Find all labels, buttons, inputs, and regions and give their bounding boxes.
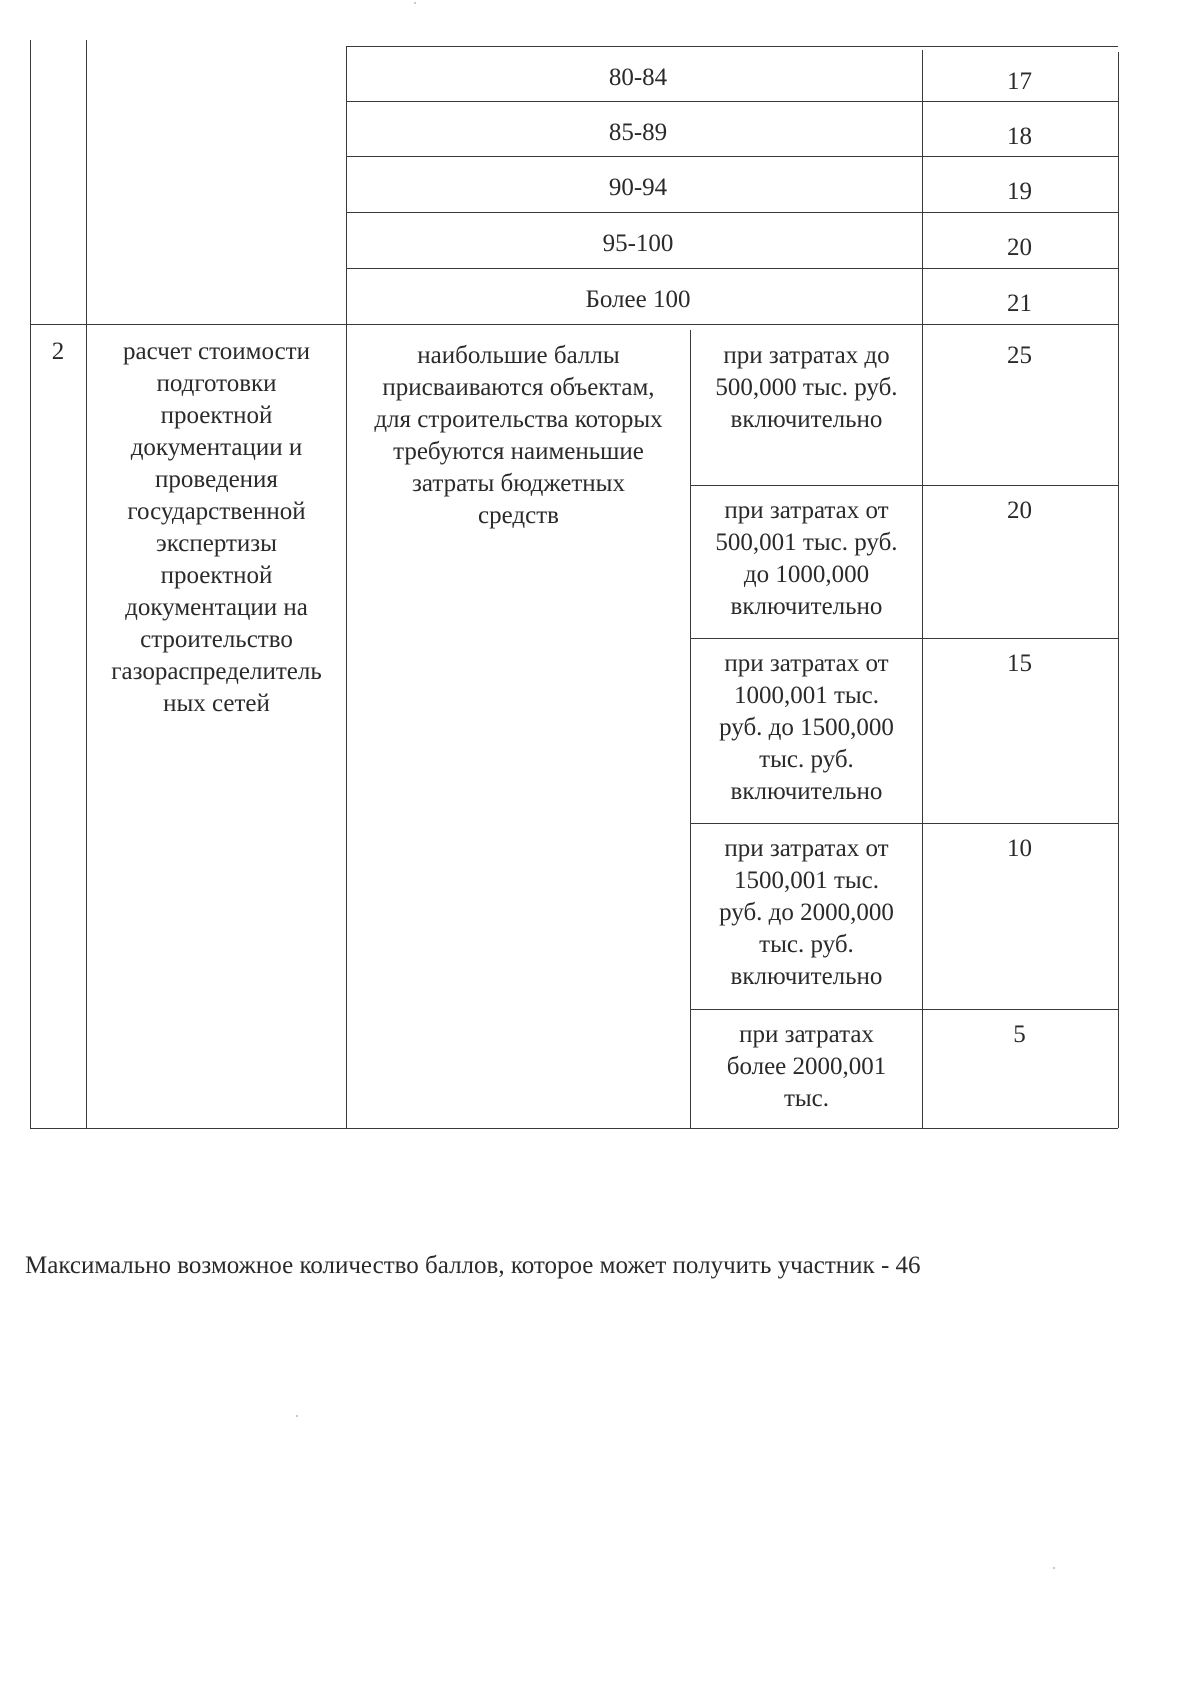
condition-cell [691,340,922,436]
range-cell: 85-89 [608,119,668,146]
table-border-bottom [30,1128,1118,1129]
table-rule [346,46,1118,47]
criterion-line: документации и [130,434,303,461]
criterion-line: строительство [140,626,293,653]
scan-speck [414,2,416,4]
rule-line: средств [478,502,559,529]
condition-line: при затратах до [723,342,890,369]
range-cell: 90-94 [608,174,668,201]
condition-line: тыс. руб. [759,746,854,773]
range-cell: 80-84 [608,64,668,91]
criterion-line: экспертизы [156,530,277,557]
criterion-line: государственной [127,498,306,525]
score-cell: 19 [1007,178,1032,205]
rule-line: присваиваются объектам, [382,374,655,401]
table-rule [690,485,1118,486]
table-rule [346,212,1118,213]
condition-line: включительно [730,963,883,990]
table-rule [346,268,1118,269]
row-number: 2 [51,338,65,365]
table-rule [30,324,1118,325]
score-cell: 15 [1007,650,1032,677]
condition-line: до 1000,000 [743,561,870,588]
range-cell: Более 100 [585,286,691,313]
score-cell: 10 [1007,835,1032,862]
scan-speck [1053,1567,1055,1569]
condition-line: тыс. руб. [759,931,854,958]
table-border-left [30,40,31,1128]
table-rule [346,156,1118,157]
condition-line: включительно [730,406,883,433]
table-rule [690,823,1118,824]
range-cell: 95-100 [602,230,674,257]
criterion-line: газораспределитель [111,658,322,685]
condition-line: включительно [730,593,883,620]
table-divider-criterion [346,46,347,1128]
condition-cell [691,648,922,808]
condition-line: 1500,001 тыс. [733,867,880,894]
condition-line: 500,000 тыс. руб. [715,374,898,401]
condition-cell [691,1019,922,1115]
score-cell: 25 [1007,342,1032,369]
rule-line: требуются наименьшие [393,438,644,465]
score-cell: 17 [1007,68,1032,95]
score-cell: 21 [1007,290,1032,317]
criterion-line: проведения [155,466,278,493]
condition-cell [691,833,922,993]
criterion-line: проектной [160,562,273,589]
table-border-right [1118,52,1119,1128]
criterion-line: расчет стоимости [123,338,310,365]
score-cell: 18 [1007,123,1032,150]
criterion-line: ных сетей [163,690,270,717]
score-cell: 5 [1013,1021,1026,1048]
max-score-note: Максимально возможное количество баллов, которое может получить участник - 46 [25,1252,921,1279]
table-rule [690,1009,1118,1010]
criterion-line: проектной [160,402,273,429]
condition-line: при затратах от [724,497,889,524]
condition-line: руб. до 1500,000 [719,714,894,741]
condition-cell [691,495,922,623]
score-cell: 20 [1007,234,1032,261]
score-cell: 20 [1007,497,1032,524]
rule-line: наибольшие баллы [417,342,620,369]
condition-line: 500,001 тыс. руб. [715,529,898,556]
rule-line: затраты бюджетных [412,470,625,497]
condition-line: более 2000,001 [726,1053,887,1080]
rule-line: для строительства которых [374,406,663,433]
condition-line: тыс. [783,1085,830,1112]
condition-line: при затратах от [724,650,889,677]
table-rule [346,101,1118,102]
condition-line: руб. до 2000,000 [719,899,894,926]
criterion-line: подготовки [156,370,277,397]
condition-line: включительно [730,778,883,805]
scan-speck [296,1415,298,1417]
criterion-line: документации на [125,594,308,621]
condition-line: при затратах [739,1021,874,1048]
table-rule [690,638,1118,639]
criterion-cell [87,336,346,720]
condition-line: 1000,001 тыс. [733,682,880,709]
rule-cell [347,340,690,532]
condition-line: при затратах от [724,835,889,862]
